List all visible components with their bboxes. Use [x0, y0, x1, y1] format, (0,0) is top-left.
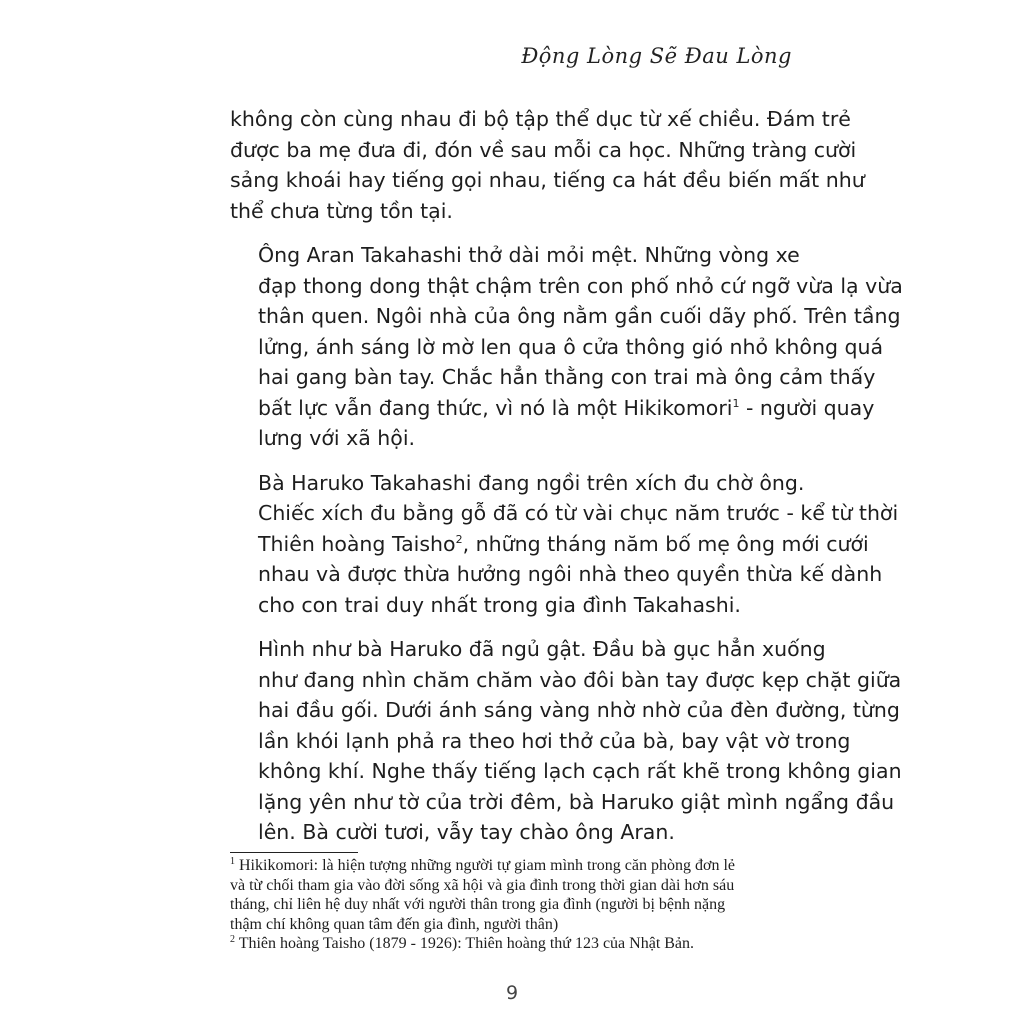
text-line: Hình như bà Haruko đã ngủ gật. Đầu bà gục hẳn xuống — [258, 637, 826, 661]
footnote-divider — [230, 852, 358, 853]
text-line: lửng, ánh sáng lờ mờ len qua ô cửa thông gió nhỏ không quá — [258, 334, 884, 359]
paragraph-4 — [230, 634, 902, 848]
footnote-line: tháng, chỉ liên hệ duy nhất với người thân trong gia đình (người bị bệnh nặng — [230, 896, 726, 913]
footnote-text: Hikikomori: là hiện tượng những người tự giam mình trong căn phòng đơn lẻ — [235, 857, 736, 874]
text-line-with-footnote — [230, 529, 869, 560]
page-number: 9 — [505, 982, 519, 1004]
footnote-line — [230, 934, 796, 954]
text-line: thân quen. Ngôi nhà của ông nằm gần cuối dãy phố. Trên tầng — [258, 304, 901, 328]
footnote-line: và từ chối tham gia vào đời sống xã hội và gia đình trong thời gian dài hơn sáu — [230, 876, 735, 894]
footnotes — [230, 856, 796, 954]
footnote-text: Thiên hoàng Taisho (1879 - 1926): Thiên hoàng thứ 123 của Nhật Bản. — [235, 935, 695, 952]
text-line: lưng với xã hội. — [258, 426, 416, 450]
text-line: sảng khoái hay tiếng gọi nhau, tiếng ca hát đều biến mất như — [230, 168, 865, 192]
text-line: Ông Aran Takahashi thở dài mỏi mệt. Những vòng xe — [258, 243, 800, 267]
paragraph-2 — [230, 240, 903, 454]
footnote-reference-2: 2 — [455, 532, 463, 546]
text-line: Bà Haruko Takahashi đang ngồi trên xích đu chờ ông. — [258, 470, 805, 495]
text-segment: bất lực vẫn đang thức, vì nó là một Hikikomori — [258, 395, 733, 420]
main-text — [230, 104, 903, 848]
text-line: lặng yên như tờ của trời đêm, bà Haruko giật mình ngẩng đầu — [258, 789, 895, 814]
text-line: lần khói lạnh phả ra theo hơi thở của bà, bay vật vờ trong — [258, 728, 851, 753]
text-line: hai gang bàn tay. Chắc hẳn thằng con trai mà ông cảm thấy — [258, 365, 876, 389]
text-segment: Thiên hoàng Taisho — [258, 531, 456, 556]
footnote-number: 1 — [230, 856, 235, 867]
footnote-number: 2 — [230, 934, 235, 945]
text-line: không còn cùng nhau đi bộ tập thể dục từ xế chiều. Đám trẻ — [230, 107, 851, 131]
text-segment: - người quay — [739, 395, 875, 420]
footnote-line: thậm chí không quan tâm đến gia đình, người thân) — [230, 915, 559, 933]
text-line: như đang nhìn chăm chăm vào đôi bàn tay được kẹp chặt giữa — [258, 667, 902, 692]
footnote-line — [230, 856, 796, 876]
paragraph-1 — [230, 104, 865, 226]
text-line: cho con trai duy nhất trong gia đình Takahashi. — [258, 592, 741, 617]
text-segment: , những tháng năm bố mẹ ông mới cưới — [462, 531, 869, 556]
text-line-with-footnote — [230, 393, 875, 424]
footnote-reference-1: 1 — [732, 396, 740, 410]
footnote-1 — [230, 856, 796, 934]
text-line: thể chưa từng tồn tại. — [230, 198, 453, 223]
running-header-book-title: Động Lòng Sẽ Đau Lòng — [521, 44, 792, 68]
text-line: không khí. Nghe thấy tiếng lạch cạch rất khẽ trong không gian — [258, 759, 902, 783]
paragraph-3 — [230, 468, 899, 621]
text-line: Chiếc xích đu bằng gỗ đã có từ vài chục năm trước - kể từ thời — [258, 501, 899, 525]
text-line: lên. Bà cười tươi, vẫy tay chào ông Aran. — [258, 820, 675, 844]
text-line: nhau và được thừa hưởng ngôi nhà theo quyền thừa kế dành — [258, 562, 883, 586]
footnote-2 — [230, 934, 796, 954]
text-line: hai đầu gối. Dưới ánh sáng vàng nhờ nhờ của đèn đường, từng — [258, 698, 900, 722]
text-line: được ba mẹ đưa đi, đón về sau mỗi ca học. Những tràng cười — [230, 137, 857, 162]
text-line: đạp thong dong thật chậm trên con phố nhỏ cứ ngỡ vừa lạ vừa — [258, 273, 903, 298]
